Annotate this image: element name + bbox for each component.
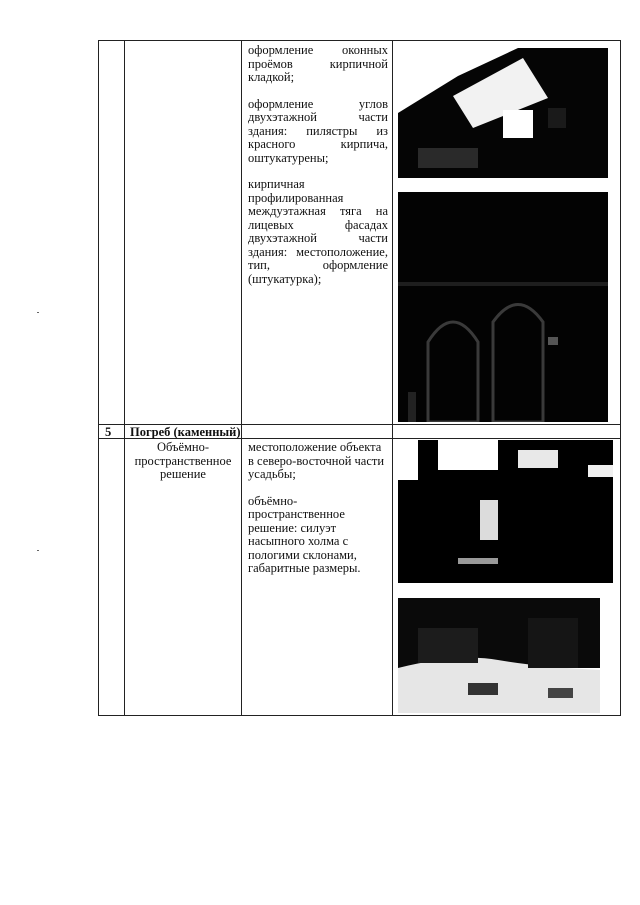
photo-brick-arch <box>398 192 608 422</box>
paragraph-window-openings: оформление оконных проёмов кирпичной кладкой; <box>248 43 388 84</box>
top-row-description <box>248 44 388 299</box>
row-number: 5 <box>105 425 112 439</box>
scan-speck <box>37 550 39 551</box>
row5-description <box>248 441 388 589</box>
table-border-left <box>98 40 99 715</box>
table-border-right <box>620 40 621 715</box>
table-divider-col1 <box>124 40 125 715</box>
paragraph-location: местоположение объекта в северо-восточной части усадьбы; <box>248 440 385 481</box>
table-border-top <box>98 40 621 41</box>
photo-cellar-mound <box>398 440 613 583</box>
feature-cell: Объёмно-пространственное решение <box>134 440 232 481</box>
row-title: Погреб (каменный) <box>130 425 241 439</box>
scan-speck <box>37 312 39 313</box>
photo-cellar-entrance <box>398 598 600 713</box>
table-divider-col3 <box>392 40 393 715</box>
table-border-bottom <box>98 715 621 716</box>
paragraph-corner-pilasters: оформление углов двухэтажной части здания: пилястры из красного кирпича, оштукатурены; <box>248 96 388 165</box>
paragraph-interfloor-cornice: кирпичная профилированная междуэтажная тяга на лицевых фасадах двухэтажной части здания: местоположение, тип, оформление (штукатурка); <box>248 177 388 286</box>
table-divider-col2 <box>241 40 242 715</box>
photo-building-facade <box>398 48 608 178</box>
paragraph-volume-solution: объёмно-пространственное решение: силуэт насыпного холма с пологими склонами, габаритные размеры. <box>248 493 361 575</box>
